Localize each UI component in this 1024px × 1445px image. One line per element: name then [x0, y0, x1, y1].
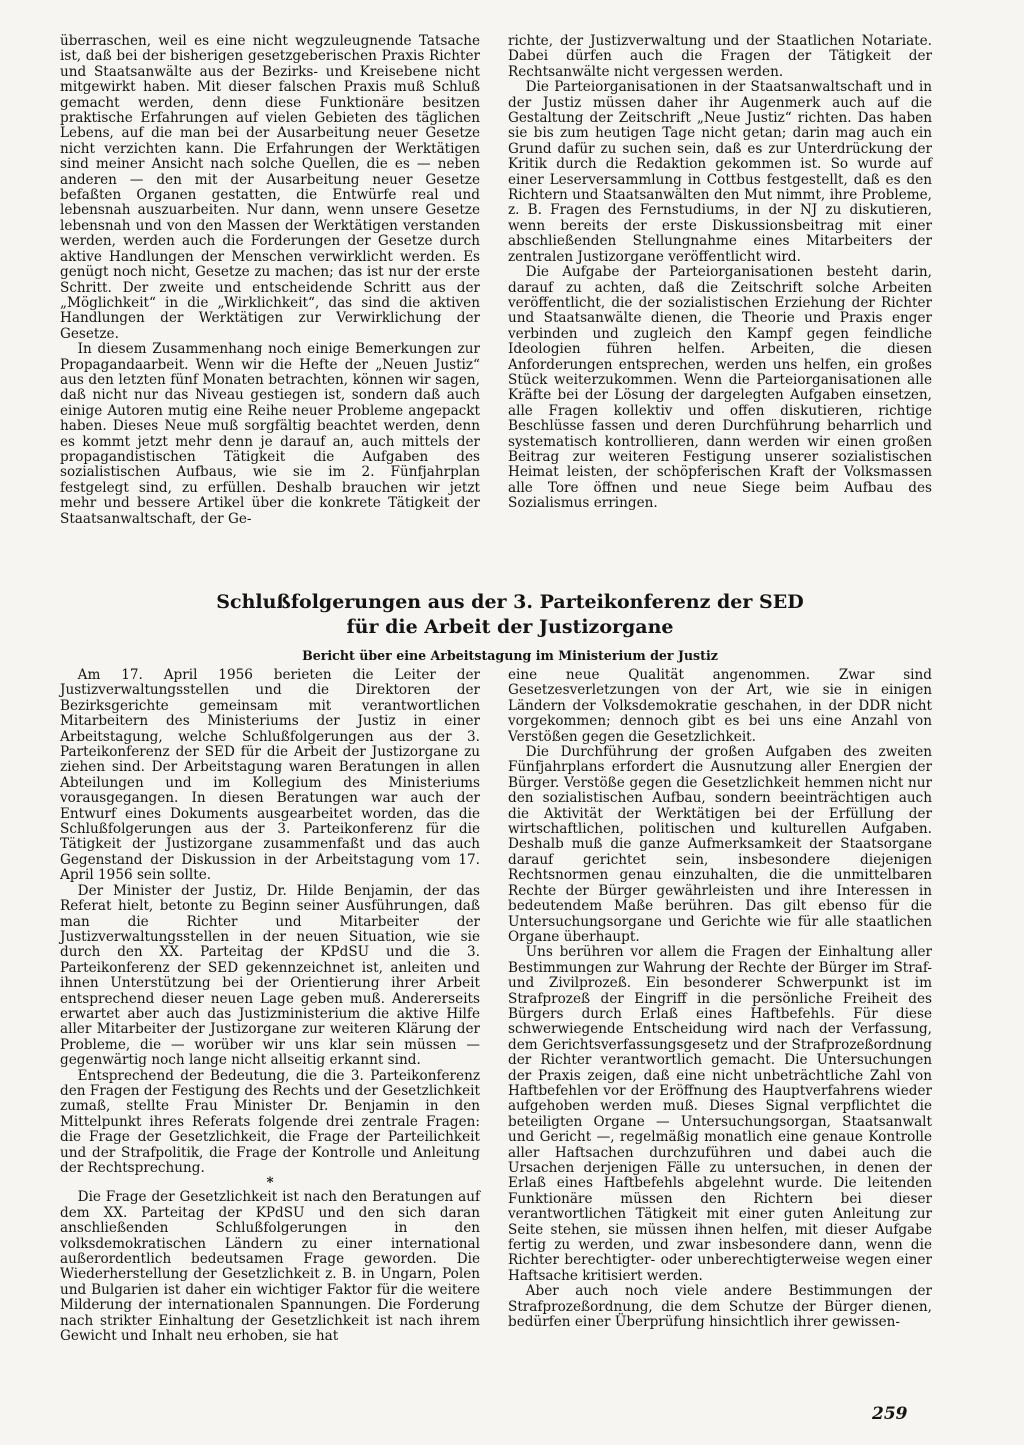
paragraph: Der Minister der Justiz, Dr. Hilde Benjamin, der das Referat hielt, betonte zu Beginn seiner Ausführungen, daß man die Richter und Mitarbeiter der Justizverwaltungsstellen in der neuen Situation, wie sie durch den XX. Parteitag der KPdSU und die 3. Parteikonferenz der SED gekennzeichnet ist, anleiten und ihnen Unterstützung bei der Orientierung ihrer Arbeit entsprechend dieser neuen Lage geben muß. Andererseits erwartet aber auch das Justizministerium die aktive Hilfe aller Mitarbeiter der Justizorgane zur weiteren Klärung der Probleme, die — worüber wir uns klar sein müssen — gegenwärtig noch lange nicht allseitig erkannt sind.	[60, 882, 480, 1069]
bottom-left-column	[60, 668, 480, 1344]
paragraph: Die Aufgabe der Parteiorganisationen besteht darin, darauf zu achten, daß die Zeitschrift solche Arbeiten veröffentlicht, die der sozialistischen Erziehung der Richter und Staatsanwälte dienen, die Theorie und Praxis enger verbinden und zugleich den Kampf gegen feindliche Ideologien führen helfen. Arbeiten, die diesen Anforderungen entsprechen, werden uns helfen, ein großes Stück weiterzukommen. Wenn die Parteiorganisationen alle Kräfte bei der Lösung der dargelegten Aufgaben einsetzen, alle Fragen kollektiv und offen diskutieren, richtige Beschlüsse fassen und deren Durchführung beharrlich und systematisch kontrollieren, dann werden wir einen großen Beitrag zur weiteren Festigung unserer sozialistischen Heimat leisten, der schöpferischen Kraft der Volksmassen alle Tore öffnen und neue Siege beim Aufbau des Sozialismus erringen.	[508, 264, 932, 512]
headline-line-2: für die Arbeit der Justizorgane	[346, 616, 674, 638]
article-heading	[160, 590, 860, 664]
paragraph: Am 17. April 1956 berieten die Leiter der Justizverwaltungsstellen und die Direktoren der Bezirksgerichte gemeinsam mit verantwortlichen Mitarbeitern des Ministeriums der Justiz in einer Arbeitstagung, welche Schlußfolgerungen aus der 3. Parteikonferenz der SED für die Arbeit der Justizorgane zu ziehen sind. Der Arbeitstagung waren Beratungen in allen Abteilungen und im Kollegium des Ministeriums vorausgegangen. In diesen Beratungen war auch der Entwurf eines Dokuments ausgearbeitet worden, das die Schlußfolgerungen aus der 3. Parteikonferenz für die Tätigkeit der Justizorgane zusammenfaßt und das auch Gegenstand der Diskussion in der Arbeitstagung vom 17. April 1956 sein sollte.	[60, 667, 480, 884]
paragraph: überraschen, weil es eine nicht wegzuleugnende Tatsache ist, daß bei der bisherigen gesetzgeberischen Praxis Richter und Staatsanwälte aus der Bezirks- und Kreisebene nicht mitgewirkt haben. Mit dieser falschen Praxis muß Schluß gemacht werden, denn diese Funktionäre besitzen praktische Erfahrungen auf vielen Gebieten des täglichen Lebens, auf die man bei der Ausarbeitung neuer Gesetze nicht verzichten kann. Die Erfahrungen der Werktätigen sind meiner Ansicht nach solche Quellen, die es — neben anderen — den mit der Ausarbeitung neuer Gesetze befaßten Organen gestatten, die Entwürfe real und lebensnah auszuarbeiten. Nur dann, wenn unsere Gesetze lebensnah und von den Massen der Werktätigen verstanden werden, werden auch die Forderungen der Gesetze durch aktive Handlungen der Menschen verwirklicht werden. Es genügt noch nicht, Gesetze zu machen; das ist nur der erste Schritt. Der zweite und entscheidende Schritt aus der „Möglichkeit“ in die „Wirklichkeit“, das sind die aktiven Handlungen der Werktätigen zur Verwirklichung der Gesetze.	[60, 33, 480, 342]
paragraph: Aber auch noch viele andere Bestimmungen der Strafprozeßordnung, die dem Schutze der Bürger dienen, bedürfen einer Überprüfung hinsichtlich ihrer gewissen-	[508, 1283, 932, 1331]
page-number: 259	[872, 1404, 908, 1424]
top-left-column	[60, 34, 480, 527]
subtitle: Bericht über eine Arbeitstagung im Ministerium der Justiz	[302, 648, 718, 663]
paragraph: eine neue Qualität angenommen. Zwar sind Gesetzesverletzungen von der Art, wie sie in einigen Ländern der Volksdemokratie geschahen, in der DDR nicht vorgekommen; dennoch gibt es bei uns eine Anzahl von Verstößen gegen die Gesetzlichkeit.	[508, 667, 932, 745]
paragraph: Die Frage der Gesetzlichkeit ist nach den Beratungen auf dem XX. Parteitag der KPdSU und den sich daran anschließenden Schlußfolgerungen in den volksdemokratischen Ländern zu einer international außerordentlich bedeutsamen Frage geworden. Die Wiederherstellung der Gesetzlichkeit z. B. in Ungarn, Polen und Bulgarien ist daher ein wichtiger Faktor für die weitere Milderung der internationalen Spannungen. Die Forderung nach strikter Einhaltung der Gesetzlichkeit ist nach ihrem Gewicht und Inhalt neu erhoben, sie hat	[60, 1189, 480, 1345]
paragraph: In diesem Zusammenhang noch einige Bemerkungen zur Propagandaarbeit. Wenn wir die Hefte der „Neuen Justiz“ aus den letzten fünf Monaten betrachten, können wir sagen, daß nicht nur das Niveau gestiegen ist, sondern daß auch einige Autoren mutig eine Reihe neuer Probleme angepackt haben. Dieses Neue muß sorgfältig beachtet werden, denn es kommt jetzt mehr denn je darauf an, auch mittels der propagandistischen Tätigkeit die Aufgaben des sozialistischen Aufbaus, wie sie im 2. Fünfjahrplan festgelegt sind, zu erfüllen. Deshalb brauchen wir jetzt mehr und bessere Artikel über die konkrete Tätigkeit der Staatsanwaltschaft, der Ge-	[60, 341, 480, 527]
paragraph: richte, der Justizverwaltung und der Staatlichen Notariate. Dabei dürfen auch die Fragen der Tätigkeit der Rechtsanwälte nicht vergessen werden.	[508, 33, 932, 80]
top-right-column	[508, 34, 932, 512]
paragraph: Die Durchführung der großen Aufgaben des zweiten Fünfjahrplans erfordert die Ausnutzung aller Energien der Bürger. Verstöße gegen die Gesetzlichkeit hemmen nicht nur den sozialistischen Aufbau, sondern beeinträchtigen auch die Aktivität der Werktätigen bei der Erfüllung der wirtschaftlichen, politischen und kulturellen Aufgaben. Deshalb muß die ganze Aufmerksamkeit der Staatsorgane darauf gerichtet sein, insbesondere diejenigen Rechtsnormen genau einzuhalten, die die unmittelbaren Rechte der Bürger gewährleisten und ihre Interessen in bedeutendem Maße berühren. Das gilt ebenso für die Untersuchungsorgane und Gerichte wie für alle staatlichen Organe überhaupt.	[508, 744, 932, 945]
section-separator: *	[266, 1175, 274, 1192]
paragraph: Uns berühren vor allem die Fragen der Einhaltung aller Bestimmungen zur Wahrung der Rechte der Bürger im Straf- und Zivilprozeß. Ein besonderer Schwerpunkt ist im Strafprozeß der Eingriff in die persönliche Freiheit des Bürgers durch Erlaß eines Haftbefehls. Für diese schwerwiegende Entscheidung wird nach der Verfassung, dem Gerichtsverfassungsgesetz und der Strafprozeßordnung der Richter verantwortlich gemacht. Die Untersuchungen der Praxis zeigen, daß eine nicht unbeträchtliche Zahl von Haftbefehlen vor der Eröffnung des Hauptverfahrens wieder aufgehoben werden muß. Dieses Signal verpflichtet die beteiligten Organe — Untersuchungsorgan, Staatsanwalt und Gericht —, regelmäßig monatlich eine genaue Kontrolle aller Haftsachen durchzuführen und dabei auch die Ursachen derjenigen Fälle zu untersuchen, in denen der Erlaß eines Haftbefehls abgelehnt wurde. Die leitenden Funktionäre müssen den Richtern bei dieser verantwortlichen Tätigkeit mit einer guten Anleitung zur Seite stehen, sie müssen ihnen helfen, mit dieser Aufgabe fertig zu werden, und zwar insbesondere dann, wenn die Richter berechtigter- oder unberechtigterweise wegen einer Haftsache kritisiert werden.	[508, 944, 932, 1284]
headline-line-1: Schlußfolgerungen aus der 3. Parteikonferenz der SED	[216, 591, 804, 613]
paragraph: Entsprechend der Bedeutung, die die 3. Parteikonferenz den Fragen der Festigung des Rechts und der Gesetzlichkeit zumaß, stellte Frau Minister Dr. Benjamin in den Mittelpunkt ihres Referats folgende drei zentrale Fragen: die Frage der Gesetzlichkeit, die Frage der Parteilichkeit und der Strafpolitik, die Frage der Kontrolle und Anleitung der Rechtsprechung.	[60, 1067, 480, 1176]
bottom-right-column	[508, 668, 932, 1330]
paragraph: Die Parteiorganisationen in der Staatsanwaltschaft und in der Justiz müssen daher ihr Augenmerk auch auf die Gestaltung der Zeitschrift „Neue Justiz“ richten. Das haben sie bis zum heutigen Tage nicht getan; darin mag auch ein Grund dafür zu suchen sein, daß es zur Unterdrückung der Kritik durch die Redaktion gekommen ist. So wurde auf einer Leserversammlung in Cottbus festgestellt, daß es den Richtern und Staatsanwälten den Mut nimmt, ihre Probleme, z. B. Fragen des Fernstudiums, in der NJ zu diskutieren, wenn bereits der erste Diskussionsbeitrag mit einer abschließenden Stellungnahme eines Mitarbeiters der zentralen Justizorgane veröffentlicht wird.	[508, 79, 932, 265]
